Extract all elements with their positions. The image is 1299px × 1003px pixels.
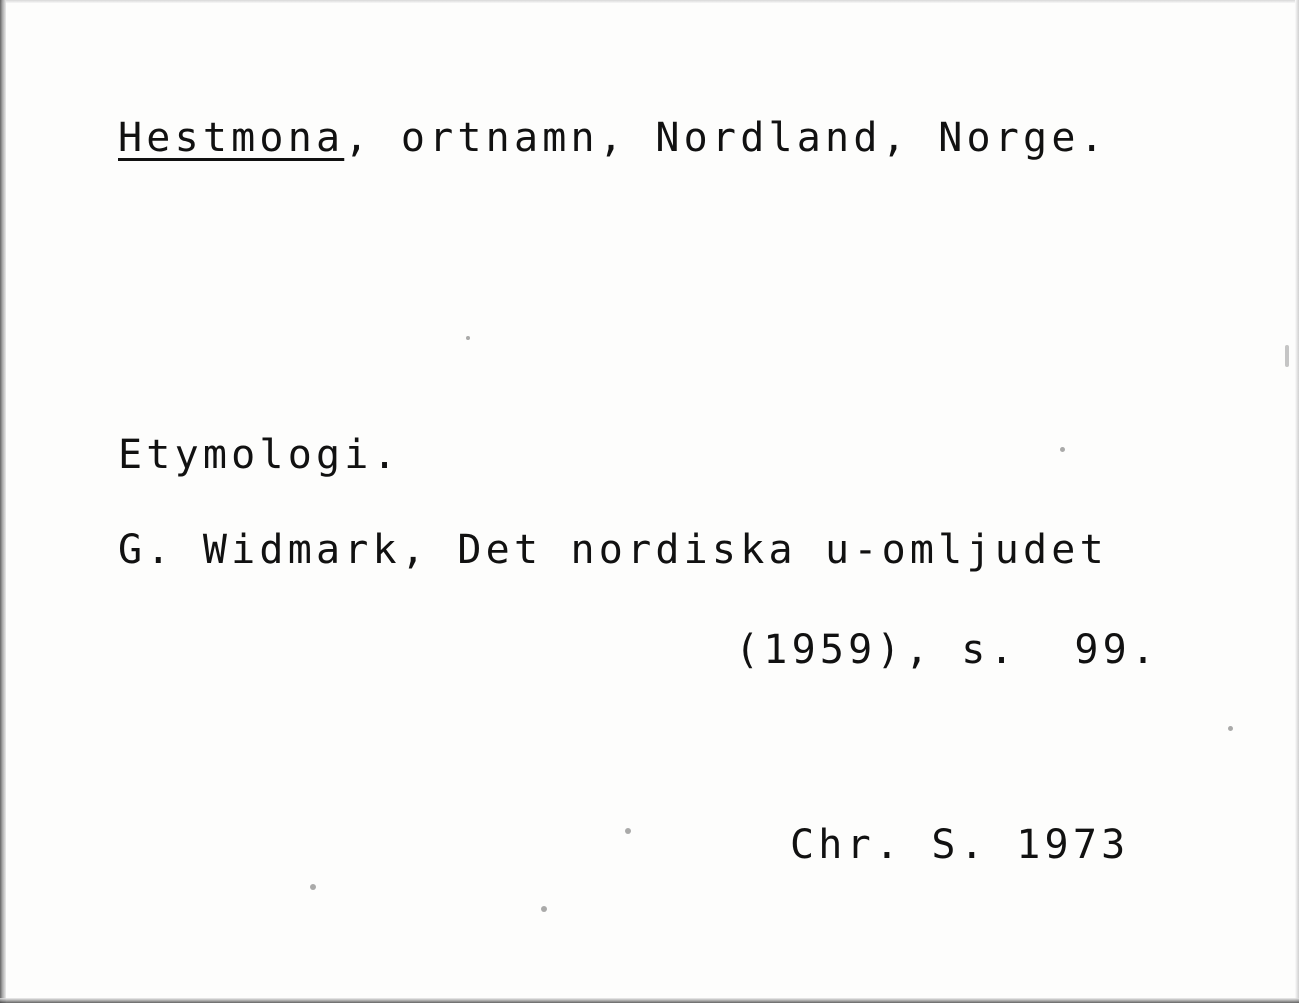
- scan-speck: [1228, 726, 1233, 731]
- scan-speck: [1060, 447, 1065, 452]
- headword-line: [118, 115, 1108, 161]
- headword-qualifier: , ortnamn, Nordland, Norge.: [344, 115, 1108, 161]
- scan-speck: [1285, 345, 1289, 367]
- scan-speck: [466, 336, 470, 340]
- reference-line-2: (1959), s. 99.: [735, 627, 1160, 673]
- category-label: Etymologi.: [118, 432, 401, 478]
- scan-speck: [625, 828, 631, 834]
- scan-speck: [310, 884, 316, 890]
- card-edge-bottom: [0, 998, 1299, 1003]
- scan-speck: [541, 906, 547, 912]
- card-edge-top: [0, 0, 1299, 3]
- signature-line: Chr. S. 1973: [790, 822, 1130, 868]
- reference-line-1: G. Widmark, Det nordiska u-omljudet: [118, 527, 1108, 573]
- headword: Hestmona: [118, 115, 345, 161]
- card-edge-right: [1295, 0, 1299, 1003]
- card-edge-left: [0, 0, 6, 1003]
